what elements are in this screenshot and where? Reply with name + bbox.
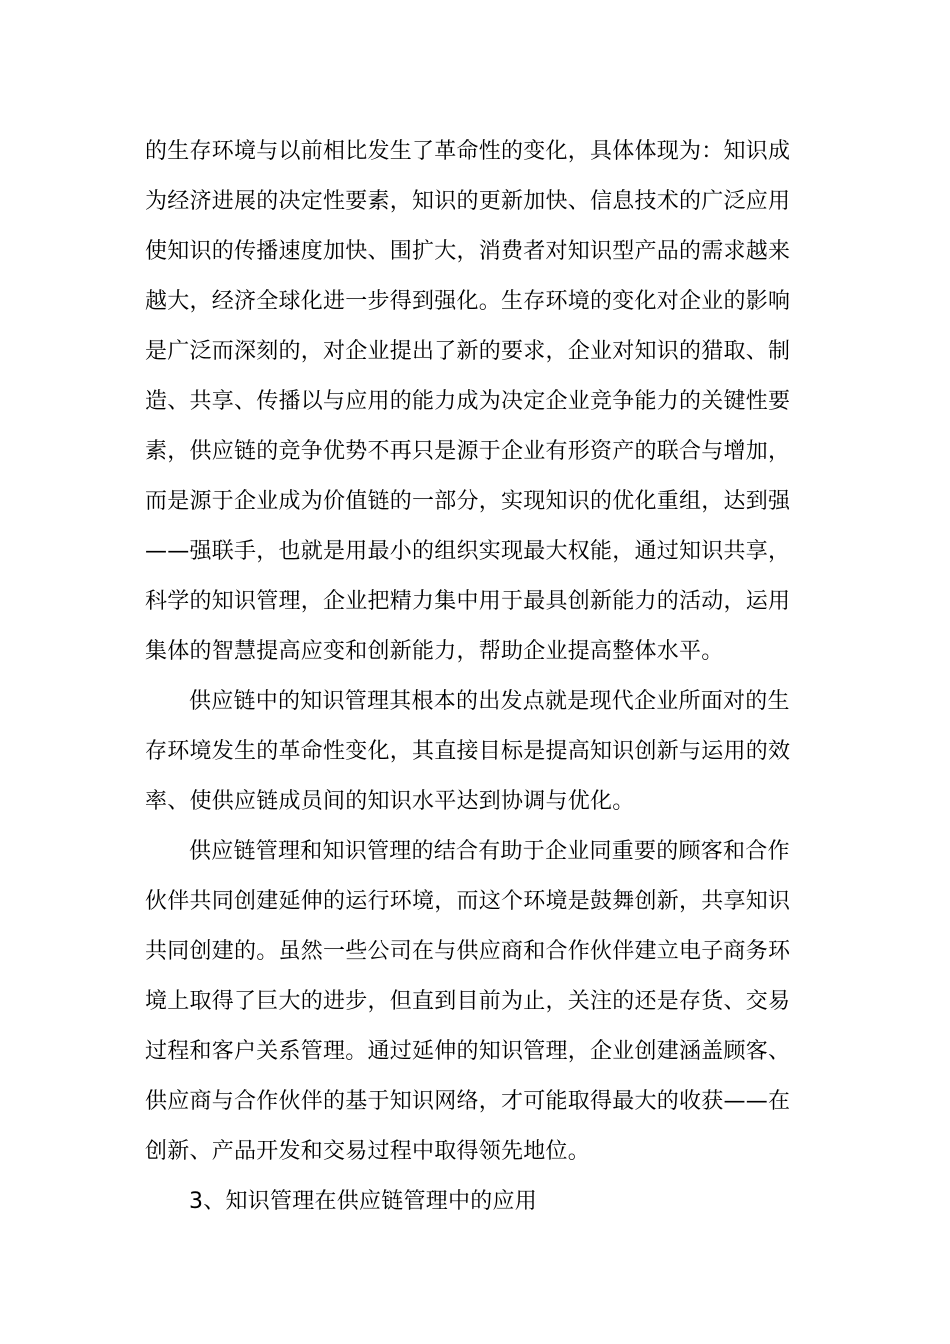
paragraph-line: 造、共享、传播以与应用的能力成为决定企业竞争能力的关键性要 — [145, 389, 791, 414]
paragraph-line: 为经济进展的决定性要素，知识的更新加快、信息技术的广泛应用 — [145, 189, 791, 214]
paragraph-line: 越大，经济全球化进一步得到强化。生存环境的变化对企业的影响 — [145, 289, 791, 314]
paragraph-line: 集体的智慧提高应变和创新能力，帮助企业提高整体水平。 — [145, 639, 724, 664]
paragraph-line: 供应商与合作伙伴的基于知识网络，才可能取得最大的收获——在 — [145, 1089, 791, 1114]
paragraph-line: 的生存环境与以前相比发生了革命性的变化，具体体现为：知识成 — [145, 139, 791, 164]
paragraph-line: 伙伴共同创建延伸的运行环境，而这个环境是鼓舞创新，共享知识 — [145, 889, 791, 914]
paragraph-line: 是广泛而深刻的，对企业提出了新的要求，企业对知识的猎取、制 — [145, 339, 791, 364]
paragraph-line: 使知识的传播速度加快、围扩大，消费者对知识型产品的需求越来 — [145, 239, 791, 264]
paragraph-line: 境上取得了巨大的进步，但直到目前为止，关注的还是存货、交易 — [145, 989, 791, 1014]
paragraph-line: ——强联手，也就是用最小的组织实现最大权能，通过知识共享， — [145, 539, 791, 564]
section-heading: 3、知识管理在供应链管理中的应用 — [189, 1189, 537, 1214]
paragraph-line: 供应链管理和知识管理的结合有助于企业同重要的顾客和合作 — [189, 839, 790, 864]
paragraph-line: 存环境发生的革命性变化，其直接目标是提高知识创新与运用的效 — [145, 739, 791, 764]
paragraph-line: 过程和客户关系管理。通过延伸的知识管理，企业创建涵盖顾客、 — [145, 1039, 791, 1064]
paragraph-line: 创新、产品开发和交易过程中取得领先地位。 — [145, 1139, 591, 1164]
paragraph-line: 率、使供应链成员间的知识水平达到协调与优化。 — [145, 789, 635, 814]
paragraph-line: 科学的知识管理，企业把精力集中用于最具创新能力的活动，运用 — [145, 589, 791, 614]
paragraph-line: 供应链中的知识管理其根本的出发点就是现代企业所面对的生 — [189, 689, 790, 714]
paragraph-line: 素，供应链的竞争优势不再只是源于企业有形资产的联合与增加， — [145, 439, 791, 464]
paragraph-line: 共同创建的。虽然一些公司在与供应商和合作伙伴建立电子商务环 — [145, 939, 791, 964]
paragraph-line: 而是源于企业成为价值链的一部分，实现知识的优化重组，达到强 — [145, 489, 791, 514]
